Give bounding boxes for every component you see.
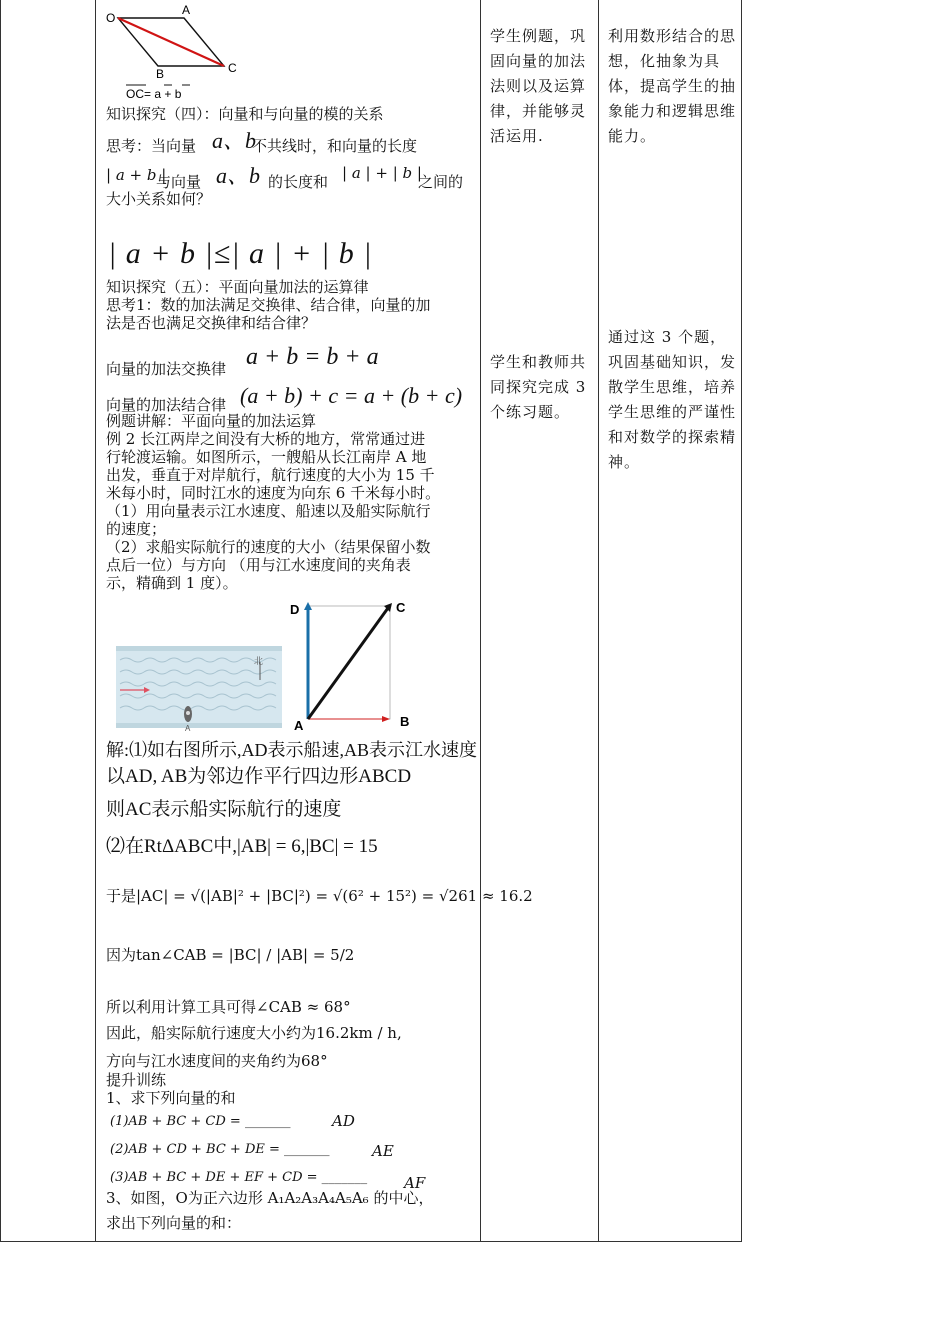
section4-length-sum: 的长度和 xyxy=(268,173,329,191)
table-border-col2 xyxy=(480,0,481,1242)
point-B2: B xyxy=(400,714,410,729)
boat-point-label: A xyxy=(185,724,191,733)
example-line: （2）求船实际航行的速度的大小（结果保留小数 xyxy=(106,538,431,556)
table-border-col3 xyxy=(598,0,599,1242)
training-question-3-cont: 求出下列向量的和： xyxy=(106,1214,242,1232)
associative-label: 向量的加法结合律 xyxy=(106,396,227,414)
student-activity-2: 学生和教师共同探究完成 3 个练习题。 xyxy=(490,353,587,421)
solution-line-4: ⑵在RtΔABC中,|AB| = 6,|BC| = 15 xyxy=(106,836,378,857)
solution-line-2: 以AD, AB为邻边作平行四边形ABCD xyxy=(106,766,412,787)
solution-line-3: 则AC表示船实际航行的速度 xyxy=(106,799,342,820)
table-border-right xyxy=(741,0,742,1242)
section4-think-end: 不共线时，和向量的长度 xyxy=(252,137,418,155)
solution-line-5: 于是|AC| = √(|AB|² + |BC|²) = √(6² + 15²) = √261 ≈ 16.2 xyxy=(106,887,533,905)
section4-between: 之间的 xyxy=(418,173,464,191)
training-answer-3: AF xyxy=(404,1174,426,1192)
solution-line-8: 因此，船实际航行速度大小约为16.2km / h, xyxy=(106,1024,402,1042)
point-C2: C xyxy=(396,600,406,615)
training-item-1: (1)AB + BC + CD = _______ xyxy=(110,1114,291,1129)
section4-think-start: 思考：当向量 xyxy=(106,137,197,155)
training-question-3: 3、如图，O为正六边形 A₁A₂A₃A₄A₅A₆ 的中心， xyxy=(106,1189,434,1207)
example-heading: 例题讲解：平面向量的加法运算 xyxy=(106,412,317,430)
example-line: 出发，垂直于对岸航行，航行速度的大小为 15 千 xyxy=(106,466,435,484)
example-line: （1）用向量表示江水速度、船速以及船实际航行 xyxy=(106,502,431,520)
example-line: 点后一位）与方向 （用与江水速度间的夹角表 xyxy=(106,556,411,574)
commutative-formula: a + b = b + a xyxy=(246,344,379,370)
table-border-bottom xyxy=(0,1241,741,1242)
abs-a-plus-abs-b: | a | + | b | xyxy=(342,164,422,182)
formula-oc: OC= a + b xyxy=(126,87,182,100)
section5-think-1: 思考1：数的加法满足交换律、结合律，向量的加 xyxy=(106,296,431,314)
section5-title: 知识探究（五）：平面向量加法的运算律 xyxy=(106,278,369,296)
point-O: O xyxy=(106,11,116,25)
river-diagram xyxy=(112,600,422,738)
point-D: D xyxy=(290,602,300,617)
point-A: A xyxy=(182,3,191,17)
parallelogram-diagram xyxy=(104,2,254,100)
commutative-label: 向量的加法交换律 xyxy=(106,360,227,378)
table-border-left xyxy=(0,0,1,1242)
solution-line-6: 因为tan∠CAB = |BC| / |AB| = 5/2 xyxy=(106,946,355,964)
abs-sum-a-b: | a + b | xyxy=(106,166,167,184)
student-activity-1: 学生例题，巩固向量的加法法则以及运算律，并能够灵活运用. xyxy=(490,27,587,145)
design-intent-1: 利用数形结合的思想，化抽象为具体，提高学生的抽象能力和逻辑思维能力。 xyxy=(608,27,737,145)
design-intent-2: 通过这 3 个题，巩固基础知识，发散学生思维，培养学生思维的严谨性和对数学的探索精神。 xyxy=(608,328,737,471)
solution-line-7: 所以利用计算工具可得∠CAB ≈ 68° xyxy=(106,998,351,1016)
solution-line-9: 方向与江水速度间的夹角约为68° xyxy=(106,1052,328,1070)
point-A2: A xyxy=(294,718,304,733)
section5-think-2: 法是否也满足交换律和结合律？ xyxy=(106,314,317,332)
north-label: 北 xyxy=(254,656,264,666)
training-heading: 提升训练 xyxy=(106,1071,167,1089)
vector-a-b-1: a、b xyxy=(212,128,257,153)
table-border-col1 xyxy=(95,0,96,1242)
solution-line-1: 解:⑴如右图所示,AD表示船速,AB表示江水速度 xyxy=(106,740,478,760)
training-answer-2: AE xyxy=(372,1142,394,1160)
example-line: 行轮渡运输。如图所示，一艘船从长江南岸 A 地 xyxy=(106,448,427,466)
example-line: 米每小时，同时江水的速度为向东 6 千米每小时。 xyxy=(106,484,441,502)
section4-title: 知识探究（四）：向量和与向量的模的关系 xyxy=(106,105,384,123)
section4-with-vector: 与向量 xyxy=(156,173,202,191)
vector-a-b-2: a、b xyxy=(216,163,261,188)
training-item-2: (2)AB + CD + BC + DE = _______ xyxy=(110,1142,330,1157)
associative-formula: (a + b) + c = a + (b + c) xyxy=(240,383,463,408)
point-B: B xyxy=(156,67,165,81)
example-line: 示，精确到 1 度）。 xyxy=(106,574,238,592)
training-answer-1: AD xyxy=(332,1112,355,1130)
training-item-3: (3)AB + BC + DE + EF + CD = _______ xyxy=(110,1170,368,1185)
example-line: 的速度； xyxy=(106,520,167,538)
example-line: 例 2 长江两岸之间没有大桥的地方，常常通过进 xyxy=(106,430,426,448)
point-C: C xyxy=(228,61,237,75)
section4-question: 大小关系如何？ xyxy=(106,190,212,208)
triangle-inequality: | a + b |≤| a | + | b | xyxy=(108,237,373,270)
training-question-1: 1、求下列向量的和 xyxy=(106,1089,236,1107)
